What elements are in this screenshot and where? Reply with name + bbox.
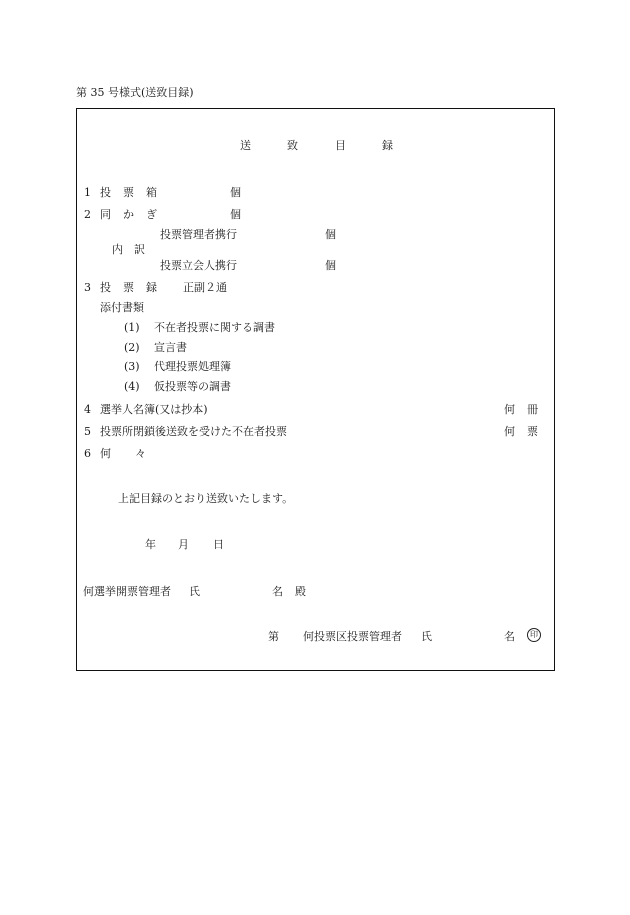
item-number: 5: [84, 425, 91, 438]
title-char: 録: [382, 139, 393, 152]
sender-mei: 名: [504, 630, 515, 643]
breakdown-char: 訳: [134, 243, 145, 256]
statement: 上記目録のとおり送致いたします。: [118, 492, 294, 505]
item-label-char: 同: [100, 208, 111, 221]
item-unit-char: 何: [504, 425, 515, 438]
item-label-char: 何: [100, 447, 111, 460]
date-month: 月: [178, 538, 189, 551]
attachment-label: 不在者投票に関する調書: [154, 321, 275, 334]
sub-item-label: 投票立会人携行: [160, 259, 237, 272]
seal-icon: 印: [527, 628, 541, 642]
sub-item-label: 投票管理者携行: [160, 228, 237, 241]
item-label: 投票所閉鎖後送致を受けた不在者投票: [100, 425, 287, 438]
item-note: 正副２通: [183, 281, 227, 294]
item-unit-char: 票: [527, 425, 538, 438]
item-unit: 個: [230, 208, 241, 221]
attachment-number: (2): [124, 341, 140, 354]
breakdown-char: 内: [112, 243, 123, 256]
item-label-char: か: [123, 208, 134, 221]
item-label-char: 箱: [146, 186, 157, 199]
date-day: 日: [213, 538, 224, 551]
title-char: 目: [335, 139, 346, 152]
attachment-label: 代理投票処理簿: [154, 360, 231, 373]
date-year: 年: [145, 538, 156, 551]
attachment-number: (3): [124, 360, 140, 373]
attachment-number: (1): [124, 321, 140, 334]
title-char: 送: [240, 139, 251, 152]
attachment-label: 宣言書: [154, 341, 187, 354]
item-unit: 個: [230, 186, 241, 199]
item-unit-char: 冊: [527, 403, 538, 416]
sender-shi: 氏: [421, 630, 432, 643]
item-label-char: 録: [146, 281, 157, 294]
addressee-title: 何選挙開票管理者: [83, 585, 171, 598]
addressee-mei: 名: [272, 585, 283, 598]
sub-item-unit: 個: [325, 259, 336, 272]
item-label-char: 投: [100, 281, 111, 294]
item-number: 3: [84, 281, 91, 294]
item-number: 1: [84, 186, 91, 199]
item-number: 6: [84, 447, 91, 460]
attachments-heading: 添付書類: [100, 301, 144, 314]
item-unit-char: 何: [504, 403, 515, 416]
item-number: 2: [84, 208, 91, 221]
addressee-dono: 殿: [295, 585, 306, 598]
item-label-char: 投: [100, 186, 111, 199]
addressee-shi: 氏: [189, 585, 200, 598]
item-label-char: 票: [123, 186, 134, 199]
item-label-char: 々: [135, 447, 146, 460]
form-number: 第 35 号様式(送致目録): [76, 86, 194, 99]
item-label-char: 票: [123, 281, 134, 294]
item-number: 4: [84, 403, 91, 416]
item-label: 選挙人名簿(又は抄本): [100, 403, 208, 416]
attachment-number: (4): [124, 380, 140, 393]
sub-item-unit: 個: [325, 228, 336, 241]
attachment-label: 仮投票等の調書: [154, 380, 231, 393]
sender-dai: 第: [268, 630, 279, 643]
sender-title: 何投票区投票管理者: [303, 630, 402, 643]
item-label-char: ぎ: [146, 208, 157, 221]
title-char: 致: [287, 139, 298, 152]
